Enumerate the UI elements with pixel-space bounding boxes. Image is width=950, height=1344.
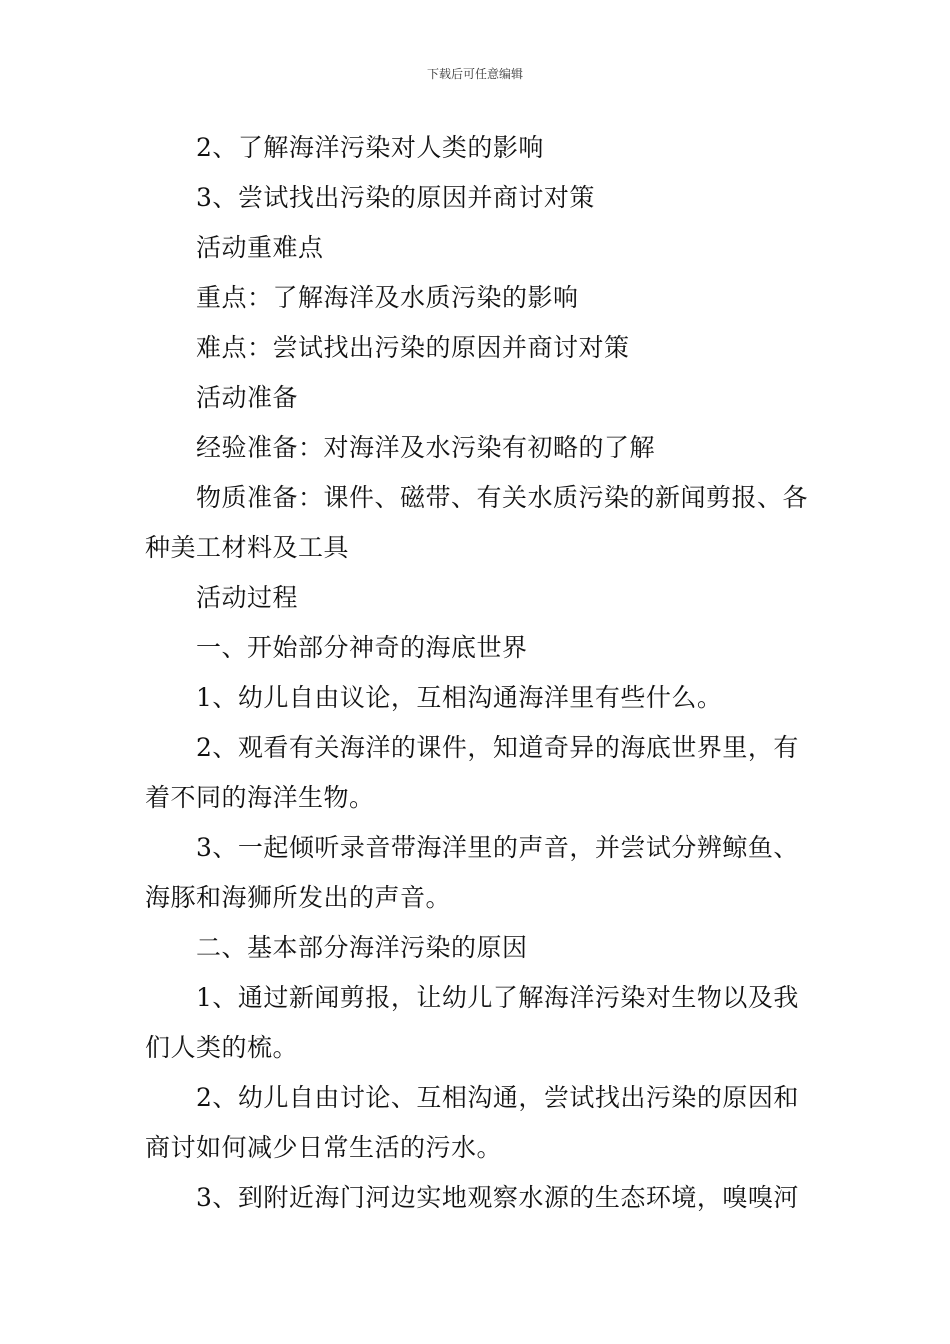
- paragraph: 1、通过新闻剪报，让幼儿了解海洋污染对生物以及我们人类的梳。: [145, 983, 799, 1062]
- paragraph: 3、一起倾听录音带海洋里的声音，并尝试分辨鲸鱼、海豚和海狮所发出的声音。: [145, 833, 799, 912]
- paragraph: 物质准备：课件、磁带、有关水质污染的新闻剪报、各种美工材料及工具: [145, 483, 809, 562]
- paragraph: 重点：了解海洋及水质污染的影响: [196, 283, 579, 312]
- header-note: 下载后可任意编辑: [426, 67, 523, 81]
- document-body: [145, 123, 810, 1223]
- paragraph: 2、幼儿自由讨论、互相沟通，尝试找出污染的原因和商讨如何减少日常生活的污水。: [145, 1083, 799, 1162]
- section-heading: 一、开始部分神奇的海底世界: [196, 633, 528, 662]
- paragraph: 3、到附近海门河边实地观察水源的生态环境，嗅嗅河: [196, 1183, 799, 1212]
- paragraph: 经验准备：对海洋及水污染有初略的了解: [196, 433, 656, 462]
- section-heading: 活动过程: [196, 583, 299, 612]
- section-heading: 活动准备: [196, 383, 299, 412]
- paragraph: 3、尝试找出污染的原因并商讨对策: [196, 183, 595, 212]
- section-heading: 二、基本部分海洋污染的原因: [196, 933, 528, 962]
- paragraph: 1、幼儿自由议论，互相沟通海洋里有些什么。: [196, 683, 723, 712]
- paragraph: 2、了解海洋污染对人类的影响: [196, 133, 544, 162]
- section-heading: 活动重难点: [196, 233, 324, 262]
- paragraph: 2、观看有关海洋的课件，知道奇异的海底世界里，有着不同的海洋生物。: [145, 733, 799, 812]
- paragraph: 难点：尝试找出污染的原因并商讨对策: [196, 333, 630, 362]
